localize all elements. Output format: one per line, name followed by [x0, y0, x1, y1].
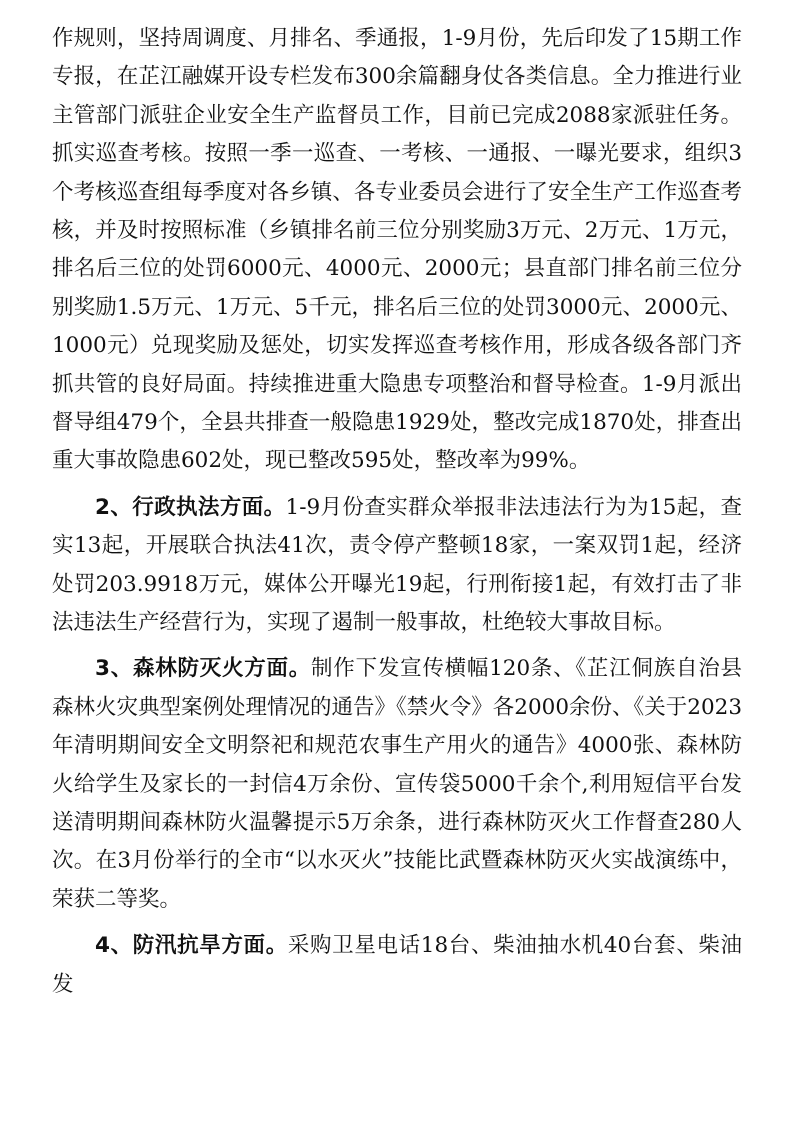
paragraph-text: 1-9月份查实群众举报非法违法行为为15起，查实13起，开展联合执法41次，责令停产整顿18家，一案双罚1起，经济处罚203.9918万元，媒体公开曝光19起，行刑衔接1起，有效打击了非法违法生产经营行为，实现了遏制一般事故，杜绝较大事故目标。: [52, 494, 742, 636]
section-heading: 4、防汛抗旱方面。: [95, 933, 288, 959]
paragraph-flood-drought-control: [52, 927, 742, 1004]
paragraph-administrative-enforcement: [52, 489, 742, 643]
paragraph-text: 制作下发宣传横幅120条、《芷江侗族自治县森林火灾典型案例处理情况的通告》《禁火令》各2000余份、《关于2023年清明期间安全文明祭祀和规范农事生产用火的通告》4000张、森林防火给学生及家长的一封信4万余份、宣传袋5000千余个,利用短信平台发送清明期间森林防火温馨提示5万余条，进行森林防灭火工作督查280人次。在3月份举行的全市“以水灭火”技能比武暨森林防灭火实战演练中，荣获二等奖。: [52, 656, 742, 912]
paragraph-forest-fire-prevention: [52, 650, 742, 919]
paragraph-text: 作规则，坚持周调度、月排名、季通报，1-9月份，先后印发了15期工作专报，在芷江融媒开设专栏发布300余篇翻身仗各类信息。全力推进行业主管部门派驻企业安全生产监督员工作，目前已完成2088家派驻任务。抓实巡查考核。按照一季一巡查、一考核、一通报、一曝光要求，组织3个考核巡查组每季度对各乡镇、各专业委员会进行了安全生产工作巡查考核，并及时按照标准（乡镇排名前三位分别奖励3万元、2万元、1万元，排名后三位的处罚6000元、4000元、2000元；县直部门排名前三位分别奖励1.5万元、1万元、5千元，排名后三位的处罚3000元、2000元、1000元）兑现奖励及惩处，切实发挥巡查考核作用，形成各级各部门齐抓共管的良好局面。持续推进重大隐患专项整治和督导检查。1-9月派出督导组479个，全县共排查一般隐患1929处，整改完成1870处，排查出重大事故隐患602处，现已整改595处，整改率为99%。: [52, 26, 742, 474]
paragraph-text: 采购卫星电话18台、柴油抽水机40台套、柴油发: [52, 933, 743, 997]
section-heading: 3、森林防灭火方面。: [95, 656, 312, 682]
section-heading: 2、行政执法方面。: [95, 494, 286, 520]
paragraph-safety-inspection: [52, 20, 742, 481]
document-page: [52, 20, 742, 1004]
